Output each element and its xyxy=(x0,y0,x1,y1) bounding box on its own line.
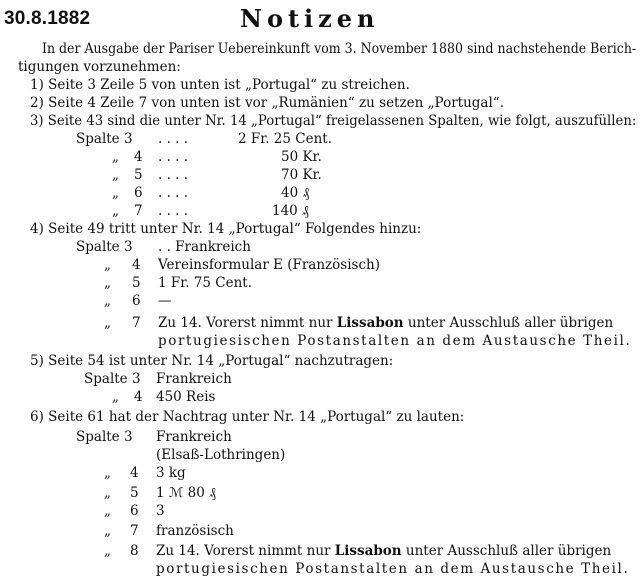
sec6-row-1-label: Spalte 3 xyxy=(76,429,133,445)
sec6-row-6-note-line-2: portugiesischen Postanstalten an dem Austausche Theil. xyxy=(156,561,630,577)
sec3-row-1-dots: . . . . xyxy=(158,131,189,147)
sec5-row-1-value: Frankreich xyxy=(156,371,232,387)
sec6-row-2-num: 4 xyxy=(130,465,139,481)
sec5-row-1-label: Spalte 3 xyxy=(84,371,141,387)
correction-item-4: 4) Seite 49 tritt unter Nr. 14 „Portugal“ Folgendes hinzu: xyxy=(30,221,422,237)
sec3-row-5-dots: . . . . xyxy=(158,203,189,219)
sec5-row-2-mark: „ xyxy=(112,389,119,405)
sec6-row-1-value: Frankreich xyxy=(156,429,232,445)
sec4-row-5-mark: „ xyxy=(104,315,111,331)
sec3-row-5-num: 7 xyxy=(134,203,143,219)
intro-line-1: In der Ausgabe der Pariser Uebereinkunft vom 3. November 1880 sind nachstehende Berich- xyxy=(42,41,637,57)
sec6-row-2-mark: „ xyxy=(104,465,111,481)
sec3-row-3-value: 70 Kr. xyxy=(281,167,322,183)
sec4-note-text-1: Zu 14. Vorerst nimmt nur xyxy=(158,315,333,331)
sec3-row-5-mark: „ xyxy=(112,203,119,219)
sec4-row-4-num: 6 xyxy=(132,293,141,309)
sec6-row-6-note xyxy=(156,542,611,560)
sec5-row-2-value: 450 Reis xyxy=(156,389,216,405)
correction-item-1: 1) Seite 3 Zeile 5 von unten ist „Portugal“ zu streichen. xyxy=(30,77,410,93)
document-date: 30.8.1882 xyxy=(4,8,91,29)
sec6-row-3-value: 1 ℳ 80 ₰ xyxy=(156,485,216,501)
sec6-row-4-mark: „ xyxy=(104,503,111,519)
correction-item-2: 2) Seite 4 Zeile 7 von unten ist vor „Rumänien“ zu setzen „Portugal“. xyxy=(30,95,504,111)
sec4-row-5-num: 7 xyxy=(132,315,141,331)
sec3-row-4-mark: „ xyxy=(112,185,119,201)
sec4-row-2-value: Vereinsformular E (Französisch) xyxy=(158,257,380,273)
sec4-row-5-note-line-2: portugiesischen Postanstalten an dem Austausche Theil. xyxy=(158,333,632,349)
sec6-row-4-value: 3 xyxy=(156,503,165,519)
sec4-row-3-value: 1 Fr. 75 Cent. xyxy=(158,275,252,291)
sec6-note-text-2: unter Ausschluß aller übrigen xyxy=(405,543,612,559)
sec3-row-5-value: 140 ₰ xyxy=(272,203,309,219)
sec4-row-1-value: . . Frankreich xyxy=(158,239,251,255)
intro-line-2: tigungen vorzunehmen: xyxy=(18,59,181,75)
correction-item-6: 6) Seite 61 hat der Nachtrag unter Nr. 14 „Portugal“ zu lauten: xyxy=(30,409,465,425)
sec6-row-2-value: 3 kg xyxy=(156,465,186,481)
sec4-note-bold: Lissabon xyxy=(336,315,404,331)
sec3-row-4-value: 40 ₰ xyxy=(281,185,310,201)
sec5-row-2-num: 4 xyxy=(134,389,143,405)
sec6-note-bold: Lissabon xyxy=(334,543,402,559)
sec6-row-5-mark: „ xyxy=(104,523,111,539)
sec4-row-4-value: — xyxy=(158,293,172,309)
correction-item-3: 3) Seite 43 sind die unter Nr. 14 „Portugal“ freigelassenen Spalten, wie folgt, auszufüllen: xyxy=(30,113,637,129)
sec4-note-text-2: unter Ausschluß aller übrigen xyxy=(407,315,614,331)
sec3-row-4-num: 6 xyxy=(134,185,143,201)
sec6-row-3-mark: „ xyxy=(104,485,111,501)
sec3-row-3-dots: . . . . xyxy=(158,167,189,183)
sec3-row-3-mark: „ xyxy=(112,167,119,183)
sec4-row-1-label: Spalte 3 xyxy=(76,239,133,255)
sec4-row-2-num: 4 xyxy=(132,257,141,273)
sec3-row-2-num: 4 xyxy=(134,149,143,165)
sec3-row-1-value: 2 Fr. 25 Cent. xyxy=(238,131,332,147)
sec6-row-6-mark: „ xyxy=(104,543,111,559)
correction-item-5: 5) Seite 54 ist unter Nr. 14 „Portugal“ nachzutragen: xyxy=(30,353,394,369)
sec6-row-5-num: 7 xyxy=(130,523,139,539)
sec6-row-5-value: französisch xyxy=(156,523,234,539)
sec4-row-5-note xyxy=(158,314,613,332)
sec3-row-4-dots: . . . . xyxy=(158,185,189,201)
sec3-row-3-num: 5 xyxy=(134,167,143,183)
page-title: Notizen xyxy=(240,4,380,33)
sec6-row-1-sub: (Elsaß-Lothringen) xyxy=(156,447,286,463)
sec6-row-4-num: 6 xyxy=(130,503,139,519)
sec4-row-3-num: 5 xyxy=(132,275,141,291)
sec6-row-6-num: 8 xyxy=(130,543,139,559)
sec6-note-text-1: Zu 14. Vorerst nimmt nur xyxy=(156,543,331,559)
sec3-row-2-value: 50 Kr. xyxy=(281,149,322,165)
sec3-row-2-dots: . . . . xyxy=(158,149,189,165)
sec4-row-2-mark: „ xyxy=(104,257,111,273)
sec3-row-1-label: Spalte 3 xyxy=(76,131,133,147)
sec4-row-3-mark: „ xyxy=(104,275,111,291)
sec6-row-3-num: 5 xyxy=(130,485,139,501)
sec3-row-2-mark: „ xyxy=(112,149,119,165)
sec4-row-4-mark: „ xyxy=(104,293,111,309)
